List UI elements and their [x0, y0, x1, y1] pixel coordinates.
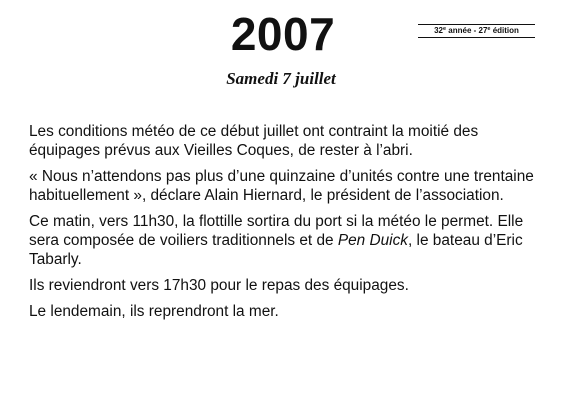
paragraph-weather: Les conditions météo de ce début juillet ont contraint la moitié des équipages prévus aux Vieilles Coques, de rester à l’abri. [29, 123, 479, 159]
paragraph-flotilla-text: Ce matin, vers 11h30, la flottille sortira du port si la météo le permet. Elle sera composée de voiliers traditionnels et de [29, 213, 524, 249]
article-body [29, 122, 539, 328]
edition-year-word: année - [446, 26, 479, 35]
paragraph-next-day: Le lendemain, ils reprendront la mer. [29, 303, 279, 320]
paragraph-return: Ils reviendront vers 17h30 pour le repas des équipages. [29, 277, 409, 294]
year-title: 2007 [230, 8, 336, 60]
edition-number: 27 [478, 26, 488, 35]
edition-word: édition [490, 26, 519, 35]
edition-year-superscript: e [442, 26, 447, 32]
boat-name: Pen Duick [337, 232, 408, 249]
edition-label [418, 24, 535, 38]
date-subtitle: Samedi 7 juillet [226, 69, 336, 88]
paragraph-quote: « Nous n’attendons pas plus d’une quinzaine d’unités contre une trentaine habituellement », déclare Alain Hiernard, le président de l’association. [29, 168, 534, 204]
edition-number-superscript: e [487, 26, 491, 32]
paragraph-flotilla-end: , le bateau d’Eric Tabarly. [29, 232, 523, 268]
paragraph-flotilla [29, 212, 539, 269]
edition-year-number: 32 [434, 26, 443, 35]
